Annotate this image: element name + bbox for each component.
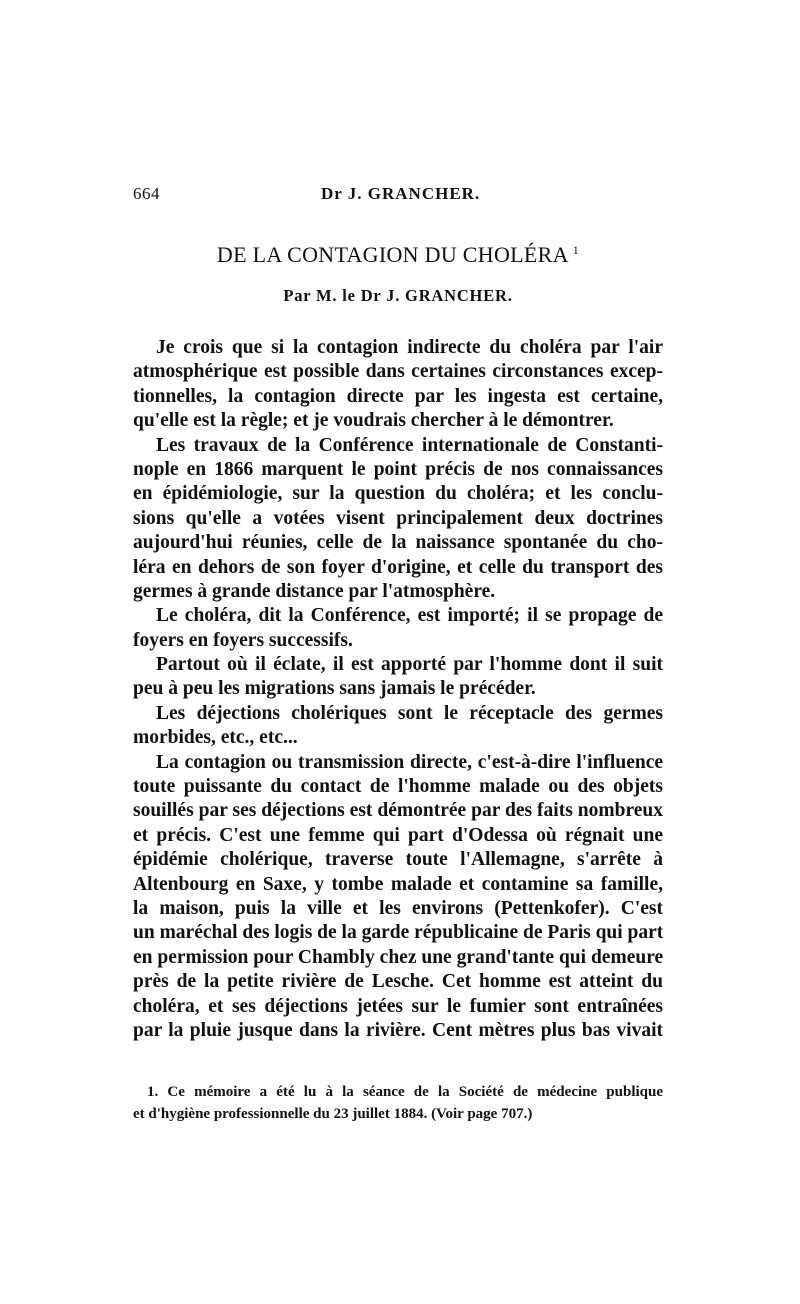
- body-line: nople en 1866 marquent le point précis de nos connaissances: [133, 458, 663, 480]
- body-line: peu à peu les migrations sans jamais le précéder.: [133, 678, 536, 700]
- body-line: tionnelles, la contagion directe par les ingesta est certaine,: [133, 385, 663, 407]
- body-line: Altenbourg en Saxe, y tombe malade et contamine sa famille,: [133, 873, 663, 895]
- running-title: Dr J. GRANCHER.: [321, 184, 481, 203]
- body-line: léra en dehors de son foyer d'origine, et celle du transport des: [133, 556, 663, 578]
- body-line: et précis. C'est une femme qui part d'Odessa où régnait une: [133, 824, 663, 846]
- footnote-line: et d'hygiène professionnelle du 23 juillet 1884. (Voir page 707.): [133, 1106, 533, 1122]
- body-line: Les travaux de la Conférence internationale de Constanti-: [156, 434, 663, 456]
- body-line: Les déjections cholériques sont le réceptacle des germes: [156, 702, 663, 724]
- body-line: souillés par ses déjections est démontrée par des faits nombreux: [133, 800, 663, 822]
- body-line: toute puissante du contact de l'homme malade ou des objets: [133, 776, 663, 798]
- body-line: Je crois que si la contagion indirecte du choléra par l'air: [156, 337, 663, 358]
- article-title-text: DE LA CONTAGION DU CHOLÉRA: [216, 242, 569, 267]
- body-line: un maréchal des logis de la garde républicaine de Paris qui part: [133, 922, 664, 944]
- body-line: sions qu'elle a votées visent principalement deux doctrines: [133, 507, 663, 529]
- footnote-marker: 1: [572, 243, 580, 257]
- running-head: [133, 184, 663, 208]
- body-line: morbides, etc., etc...: [133, 727, 298, 749]
- body-line: épidémie cholérique, traverse toute l'Allemagne, s'arrête à: [133, 849, 663, 871]
- body-line: qu'elle est la règle; et je voudrais chercher à le démontrer.: [133, 410, 614, 432]
- body-line: aujourd'hui réunies, celle de la naissance spontanée du cho-: [133, 532, 663, 554]
- body-line: germes à grande distance par l'atmosphère.: [133, 580, 496, 602]
- body-line: par la pluie jusque dans la rivière. Cent mètres plus bas vivait: [133, 1019, 663, 1041]
- body-line: près de la petite rivière de Lesche. Cet homme est atteint du: [133, 971, 663, 993]
- article-title: [133, 242, 663, 268]
- body-line: La contagion ou transmission directe, c'est-à-dire l'influence: [156, 751, 663, 773]
- body-line: atmosphérique est possible dans certaines circonstances excep-: [133, 361, 663, 383]
- byline: Par M. le Dr J. GRANCHER.: [283, 286, 513, 305]
- body-line: choléra, et ses déjections jetées sur le fumier sont entraînées: [133, 995, 663, 1017]
- footnote-line: 1. Ce mémoire a été lu à la séance de la Société de médecine publique: [147, 1084, 663, 1100]
- body-line: en épidémiologie, sur la question du choléra; et les conclu-: [133, 483, 663, 505]
- footnote: [133, 1081, 663, 1125]
- article-body: [133, 336, 663, 1043]
- body-line: Le choléra, dit la Conférence, est importé; il se propage de: [156, 605, 663, 627]
- body-line: la maison, puis la ville et les environs (Pettenkofer). C'est: [133, 897, 663, 919]
- body-line: Partout où il éclate, il est apporté par l'homme dont il suit: [156, 654, 663, 676]
- body-line: en permission pour Chambly chez une grand'tante qui demeure: [133, 946, 664, 968]
- page-number: 664: [133, 184, 160, 203]
- body-line: foyers en foyers successifs.: [133, 629, 353, 651]
